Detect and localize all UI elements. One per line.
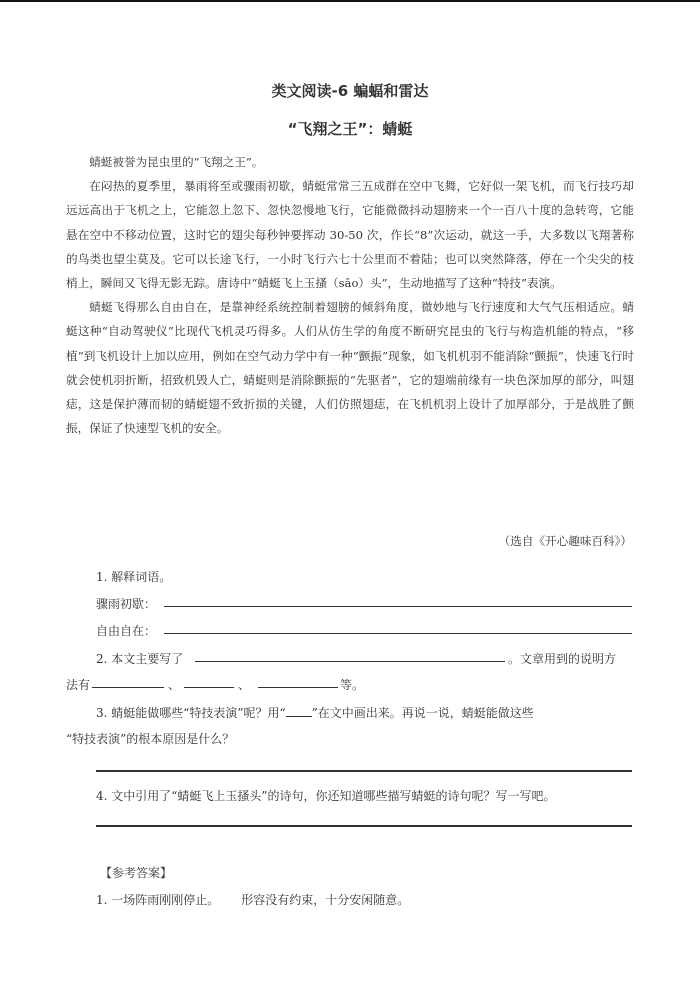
question-2-text-c: 法有 xyxy=(66,678,91,692)
answer-blank-line[interactable] xyxy=(164,633,632,634)
question-1-prompt: 1. 解释词语。 xyxy=(96,570,172,584)
question-3-text-b: ”在文中画出来。再说一说，蜻蜓能做这些 xyxy=(311,706,534,720)
question-2-text-a: 2. 本文主要写了 xyxy=(96,652,184,666)
top-border xyxy=(0,0,700,2)
page-title: 类文阅读-6 蝙蝠和雷达 xyxy=(271,82,429,100)
answer-blank-line[interactable] xyxy=(96,825,632,827)
question-2-text-d: 等。 xyxy=(340,678,365,692)
paragraph: 蜻蜓被誉为昆虫里的“飞翔之王”。 xyxy=(89,155,264,169)
question-2-text-b: 。文章用到的说明方 xyxy=(508,652,617,666)
article-body xyxy=(66,150,634,440)
article-title: “飞翔之王”：蜻蜓 xyxy=(287,120,413,138)
question-3-line-2: “特技表演”的根本原因是什么？ xyxy=(66,732,235,746)
answer-1-part-1: 1. 一场阵雨刚刚停止。 xyxy=(96,893,220,907)
question-1-term-2: 自由自在： xyxy=(96,624,157,638)
answer-blank-line[interactable] xyxy=(164,606,632,607)
paragraph: 蜻蜓飞得那么自由自在，是靠神经系统控制着翅膀的倾斜角度，微妙地与飞行速度和大气气压相适应。蜻蜓这种“自动驾驶仪”比现代飞机灵巧得多。人们从仿生学的角度不断研究昆虫的飞行与构造机能的特点，“移植”到飞机设计上加以应用，例如在空气动力学中有一种“颤振”现象，如飞机机羽不能消除“颤振”，快速飞行时就会使机羽折断，招致机毁人亡，蜻蜓则是消除颤振的“先驱者”，它的翅端前缘有一块色深加厚的部分，叫翅痣，这是保护薄而韧的蜻蜓翅不致折损的关键，人们仿照翅痣，在飞机机羽上设计了加厚部分，于是战胜了颤振，保证了快速型飞机的安全。 xyxy=(66,300,634,436)
answers-heading: 【参考答案】 xyxy=(100,866,173,880)
question-4-text: 4. 文中引用了“蜻蜓飞上玉搔头”的诗句，你还知道哪些描写蜻蜓的诗句呢？写一写吧。 xyxy=(96,789,556,803)
answer-1 xyxy=(96,891,409,908)
answer-blank-line[interactable] xyxy=(184,687,234,688)
separator: 、 xyxy=(238,678,251,692)
underline-mark xyxy=(286,704,312,717)
question-1-term-1: 骤雨初歇： xyxy=(96,597,157,611)
answer-blank-line[interactable] xyxy=(92,687,164,688)
answer-blank-line[interactable] xyxy=(195,661,505,662)
answer-1-part-2: 形容没有约束，十分安闲随意。 xyxy=(241,893,410,907)
answer-blank-line[interactable] xyxy=(96,770,632,772)
answer-blank-line[interactable] xyxy=(258,687,338,688)
source-citation: （选自《开心趣味百科》） xyxy=(498,534,632,548)
paragraph: 在闷热的夏季里，暴雨将至或骤雨初歇，蜻蜓常常三五成群在空中飞舞，它好似一架飞机，而飞行技巧却远远高出于飞机之上，它能忽上忽下、忽快忽慢地飞行，它能微微抖动翅膀来一个一百八十度的急转弯，它能悬在空中不移动位置，这时它的翅尖每秒钟要挥动 30-50 次，作长“8”次运动，就这一手，大多数以飞翔著称的鸟类也望尘莫及。它可以长途飞行，一小时飞行六七十公里而不着陆；也可以突然降落，停在一个尖尖的枝梢上，瞬间又飞得无影无踪。唐诗中“蜻蜓飞上玉搔（sāo）头”，生动地描写了这种“特技”表演。 xyxy=(66,179,634,291)
separator: 、 xyxy=(168,678,181,692)
question-3-text-a: 3. 蜻蜓能做哪些“特技表演”呢？用“ xyxy=(96,706,286,720)
question-3-line-1 xyxy=(96,704,534,721)
